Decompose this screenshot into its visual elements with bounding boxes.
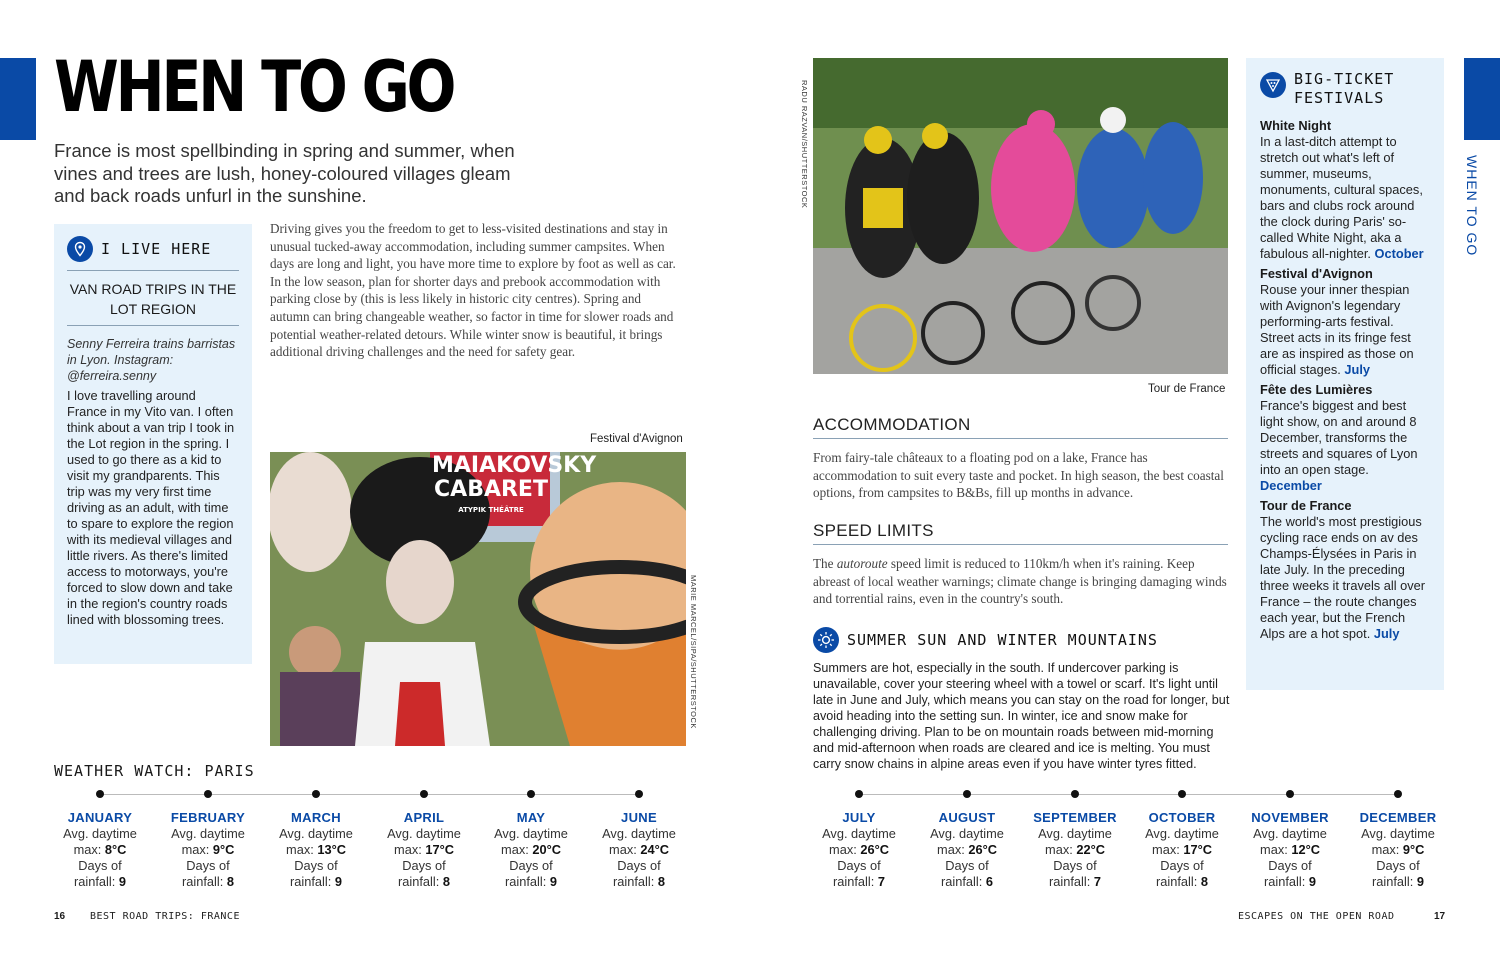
- rain-label: rainfall:: [941, 874, 983, 889]
- festival-body: In a last-ditch attempt to stretch out what's left of summer, museums, monuments, cultural spaces, bars and clubs rock around the clock during Paris' so-called White Night, aka a fabulous all-nighter.: [1260, 134, 1423, 261]
- weather-month: [268, 810, 364, 890]
- max-label: max:: [609, 842, 637, 857]
- festival-body: France's biggest and best light show, on and around 8 December, transforms the streets and squares of Lyon into an open stage.: [1260, 398, 1418, 477]
- max-temp: 26°C: [860, 842, 889, 857]
- weather-month: [52, 810, 148, 890]
- rain-days: 7: [1093, 874, 1101, 889]
- rain-line: [52, 874, 148, 890]
- weather-month: [919, 810, 1015, 890]
- max-temp: 17°C: [425, 842, 454, 857]
- rain-line: [268, 874, 364, 890]
- avg-label: Avg. daytime: [1038, 826, 1112, 841]
- max-label: max:: [1371, 842, 1400, 857]
- weather-month: [591, 810, 687, 890]
- i-live-here-header: [67, 236, 239, 262]
- timeline-line-left: [100, 794, 640, 795]
- festival-item: [1260, 266, 1430, 378]
- timeline-dot: [963, 790, 971, 798]
- right-edge-tab: [1464, 58, 1500, 140]
- accommodation-text: From fairy-tale châteaux to a floating pod on a lake, France has accommodation to suit every taste and pocket. In high season, the best coastal options, from campsites to B&Bs, fill up months in advance.: [813, 450, 1224, 501]
- rain-label: rainfall:: [290, 874, 332, 889]
- month-name: JULY: [842, 810, 876, 825]
- max-temp: 20°C: [532, 842, 561, 857]
- weather-watch-title: WEATHER WATCH: PARIS: [54, 762, 255, 780]
- max-temp: 9°C: [212, 842, 235, 857]
- max-line: [811, 842, 907, 858]
- rain-days: 8: [1200, 874, 1208, 889]
- right-page-number: 17: [1434, 911, 1446, 922]
- max-label: max:: [829, 842, 857, 857]
- max-label: max:: [1152, 842, 1180, 857]
- rain-days: 7: [877, 874, 885, 889]
- rain-line: [919, 874, 1015, 890]
- driving-paragraph: Driving gives you the freedom to get to less-visited destinations and stay in unusual tucked-away accommodation, including summer campsites. When days are long and light, you have more time to explore by foot as well as car. In the low season, plan for shorter days and prebook accommodation with parking close by (this is less likely in historic city centres). Spring and autumn can bring changeable weather, so factor in time for slower roads and potential weather-related detours. While winter snow is beautiful, it brings additional driving challenges and the need for safety gear.: [270, 221, 676, 360]
- rain-line: [1242, 874, 1338, 890]
- timeline-dot: [1178, 790, 1186, 798]
- left-page-number: 16: [54, 911, 66, 922]
- summer-text: Summers are hot, especially in the south. If undercover parking is unavailable, cover your steering wheel with a towel or scarf. It's light until late in June and July, which means you can stay on the road for longer, but avoid heading into the setting sun. In winter, ice and snow make for challenging driving. Plan to be on mountain roads between mid-morning and mid-afternoon when roads are cleared and ice is melting. You must carry snow chains in alpine areas even if you have winter tyres fitted.: [813, 661, 1230, 771]
- festival-description: [1260, 282, 1430, 378]
- cabaret-sign-text: MAIAKOVSKY CABARET: [432, 453, 597, 502]
- festival-month: July: [1344, 362, 1371, 377]
- rain-label: rainfall:: [1156, 874, 1198, 889]
- month-name: JANUARY: [67, 810, 133, 825]
- rain-label: rainfall:: [1264, 874, 1306, 889]
- weather-month: [160, 810, 256, 890]
- max-label: max:: [1260, 842, 1288, 857]
- festival-month: October: [1374, 246, 1424, 261]
- days-label: Days of: [78, 858, 122, 873]
- rain-line: [1350, 874, 1446, 890]
- days-label: Days of: [1268, 858, 1312, 873]
- avg-label: Avg. daytime: [279, 826, 353, 841]
- i-live-here-box: [54, 224, 252, 664]
- avg-label: Avg. daytime: [63, 826, 137, 841]
- max-temp: 8°C: [104, 842, 127, 857]
- speed-limits-heading: SPEED LIMITS: [813, 521, 934, 540]
- month-name: FEBRUARY: [170, 810, 246, 825]
- weather-month: [811, 810, 907, 890]
- festival-item: [1260, 382, 1430, 494]
- weather-month: [483, 810, 579, 890]
- speed-text-post: speed limit is reduced to 110km/h when it's raining. Keep abreast of local weather warnings; climate change is bringing damaging winds and torrential rains, even in the country's south.: [813, 556, 1227, 607]
- speed-text-emphasis: autoroute: [836, 556, 888, 571]
- max-label: max:: [73, 842, 102, 857]
- festival-month: December: [1260, 478, 1322, 493]
- rain-days: 9: [118, 874, 126, 889]
- divider: [67, 270, 239, 271]
- festival-body: The world's most prestigious cycling race ends on av des Champs-Élysées in Paris in late July. In the preceding three weeks it travels all over France – the route changes each year, but the French Alps are a hot spot.: [1260, 514, 1426, 641]
- days-label: Days of: [617, 858, 661, 873]
- max-line: [591, 842, 687, 858]
- rain-label: rainfall:: [505, 874, 547, 889]
- festival-list: [1260, 118, 1430, 642]
- avg-label: Avg. daytime: [494, 826, 568, 841]
- contributor-bio: Senny Ferreira trains barristas in Lyon. Instagram: @ferreira.senny: [67, 337, 236, 383]
- max-temp: 26°C: [968, 842, 997, 857]
- festival-body: Rouse your inner thespian with Avignon's legendary performing-arts festival. Street acts in its fringe fest are as inspired as those on official stages.: [1260, 282, 1414, 377]
- max-temp: 12°C: [1291, 842, 1320, 857]
- max-label: max:: [937, 842, 965, 857]
- month-name: OCTOBER: [1148, 810, 1216, 825]
- festival-item: [1260, 118, 1430, 262]
- avg-label: Avg. daytime: [602, 826, 676, 841]
- rain-line: [591, 874, 687, 890]
- max-line: [52, 842, 148, 858]
- intro-paragraph: France is most spellbinding in spring and summer, when vines and trees are lush, honey-coloured villages gleam and back roads unfurl in the sunshine.: [54, 140, 515, 206]
- max-line: [376, 842, 472, 858]
- month-name: DECEMBER: [1359, 810, 1437, 825]
- rain-days: 9: [1416, 874, 1424, 889]
- days-label: Days of: [945, 858, 989, 873]
- rain-line: [160, 874, 256, 890]
- festival-icon: [1260, 72, 1286, 98]
- weather-month: [1134, 810, 1230, 890]
- rain-label: rainfall:: [398, 874, 440, 889]
- rain-days: 8: [442, 874, 450, 889]
- avg-label: Avg. daytime: [930, 826, 1004, 841]
- divider: [813, 544, 1228, 545]
- avg-label: Avg. daytime: [1145, 826, 1219, 841]
- cabaret-sign-subtext: ATYPIK THÉÂTRE: [458, 506, 524, 514]
- max-line: [1027, 842, 1123, 858]
- month-name: NOVEMBER: [1251, 810, 1329, 825]
- rain-label: rainfall:: [613, 874, 655, 889]
- max-temp: 17°C: [1183, 842, 1212, 857]
- timeline-dot: [420, 790, 428, 798]
- timeline-dot: [204, 790, 212, 798]
- days-label: Days of: [1160, 858, 1204, 873]
- left-edge-tab: [0, 58, 36, 140]
- cabaret-sign: [432, 453, 597, 514]
- max-line: [268, 842, 364, 858]
- avg-label: Avg. daytime: [387, 826, 461, 841]
- festival-item: [1260, 498, 1430, 642]
- speed-text-pre: The: [813, 556, 837, 571]
- max-label: max:: [286, 842, 314, 857]
- festival-month: July: [1373, 626, 1400, 641]
- timeline-dot: [1286, 790, 1294, 798]
- weather-month: [376, 810, 472, 890]
- max-label: max:: [1045, 842, 1073, 857]
- rain-label: rainfall:: [1049, 874, 1091, 889]
- divider: [67, 325, 239, 326]
- days-label: Days of: [1053, 858, 1097, 873]
- festival-description: [1260, 134, 1430, 262]
- sun-icon: [813, 627, 839, 653]
- month-name: MARCH: [291, 810, 341, 825]
- accommodation-heading: ACCOMMODATION: [813, 415, 971, 434]
- festival-description: [1260, 398, 1430, 494]
- timeline-dot: [635, 790, 643, 798]
- summer-heading: SUMMER SUN AND WINTER MOUNTAINS: [847, 631, 1158, 649]
- rain-line: [376, 874, 472, 890]
- festivals-header: [1260, 70, 1430, 108]
- rain-line: [483, 874, 579, 890]
- rain-label: rainfall:: [182, 874, 224, 889]
- max-line: [1242, 842, 1338, 858]
- timeline-dot: [312, 790, 320, 798]
- timeline-dot: [855, 790, 863, 798]
- days-label: Days of: [509, 858, 553, 873]
- weather-month: [1027, 810, 1123, 890]
- timeline-dot: [1394, 790, 1402, 798]
- timeline-dot: [527, 790, 535, 798]
- days-label: Days of: [1376, 858, 1420, 873]
- left-running-footer: BEST ROAD TRIPS: FRANCE: [90, 911, 240, 922]
- max-temp: 13°C: [317, 842, 346, 857]
- max-line: [1350, 842, 1446, 858]
- festival-name: White Night: [1260, 118, 1332, 133]
- timeline-dot: [96, 790, 104, 798]
- max-label: max:: [501, 842, 529, 857]
- avignon-caption: Festival d'Avignon: [590, 433, 683, 445]
- rain-line: [1134, 874, 1230, 890]
- location-pin-icon: [67, 236, 93, 262]
- month-name: MAY: [516, 810, 546, 825]
- festival-name: Tour de France: [1260, 498, 1352, 513]
- side-section-label: WHEN TO GO: [1464, 155, 1480, 257]
- timeline-line-right: [860, 794, 1400, 795]
- max-label: max:: [394, 842, 422, 857]
- max-temp: 22°C: [1076, 842, 1105, 857]
- rain-label: rainfall:: [74, 874, 116, 889]
- rain-label: rainfall:: [1372, 874, 1414, 889]
- rain-days: 9: [1308, 874, 1316, 889]
- avg-label: Avg. daytime: [1361, 826, 1435, 841]
- tour-caption: Tour de France: [1148, 383, 1226, 395]
- max-temp: 24°C: [640, 842, 669, 857]
- month-name: JUNE: [621, 810, 657, 825]
- rain-line: [811, 874, 907, 890]
- days-label: Days of: [186, 858, 230, 873]
- tour-photo-credit: RADU RAZVAN/SHUTTERSTOCK: [800, 80, 809, 209]
- max-line: [160, 842, 256, 858]
- days-label: Days of: [402, 858, 446, 873]
- weather-month: [1242, 810, 1338, 890]
- rain-label: rainfall:: [833, 874, 875, 889]
- speed-limits-text: [813, 555, 1228, 608]
- festivals-title: BIG-TICKET FESTIVALS: [1294, 70, 1395, 107]
- avg-label: Avg. daytime: [822, 826, 896, 841]
- avg-label: Avg. daytime: [1253, 826, 1327, 841]
- max-label: max:: [181, 842, 210, 857]
- month-name: AUGUST: [938, 810, 996, 825]
- festival-name: Fête des Lumières: [1260, 382, 1373, 397]
- rain-days: 9: [334, 874, 342, 889]
- rain-days: 8: [657, 874, 665, 889]
- festival-description: [1260, 514, 1430, 642]
- avg-label: Avg. daytime: [171, 826, 245, 841]
- max-line: [919, 842, 1015, 858]
- rain-days: 9: [549, 874, 557, 889]
- summer-heading-row: [813, 627, 1158, 653]
- big-ticket-festivals-box: [1246, 58, 1444, 690]
- divider: [813, 438, 1228, 439]
- timeline-dot: [1071, 790, 1079, 798]
- days-label: Days of: [294, 858, 338, 873]
- max-line: [1134, 842, 1230, 858]
- i-live-here-title: I LIVE HERE: [101, 240, 212, 258]
- tour-de-france-photo: [813, 58, 1228, 374]
- weather-month: [1350, 810, 1446, 890]
- max-line: [483, 842, 579, 858]
- rain-days: 6: [985, 874, 993, 889]
- avignon-photo-credit: MARIE MARCEL/SIPA/SHUTTERSTOCK: [689, 575, 698, 729]
- month-name: APRIL: [403, 810, 445, 825]
- days-label: Days of: [837, 858, 881, 873]
- page-title: WHEN TO GO: [54, 46, 454, 128]
- i-live-here-subtitle: VAN ROAD TRIPS IN THE LOT REGION: [69, 281, 237, 317]
- contributor-story: I love travelling around France in my Vito van. I often think about a van trip I took in the Lot region in the spring. I used to go there as a kid to visit my grandparents. This trip was my very first time driving as an adult, with time to spare to explore the region with its medieval villages and little rivers. As there's limited access to motorways, you're forced to slow down and take in the region's country roads lined with blossoming trees.: [67, 388, 235, 627]
- max-temp: 9°C: [1402, 842, 1425, 857]
- rain-days: 8: [226, 874, 234, 889]
- festival-name: Festival d'Avignon: [1260, 266, 1373, 281]
- month-name: SEPTEMBER: [1033, 810, 1117, 825]
- right-running-footer: ESCAPES ON THE OPEN ROAD: [1238, 911, 1395, 922]
- rain-line: [1027, 874, 1123, 890]
- festival-avignon-photo: [270, 452, 686, 746]
